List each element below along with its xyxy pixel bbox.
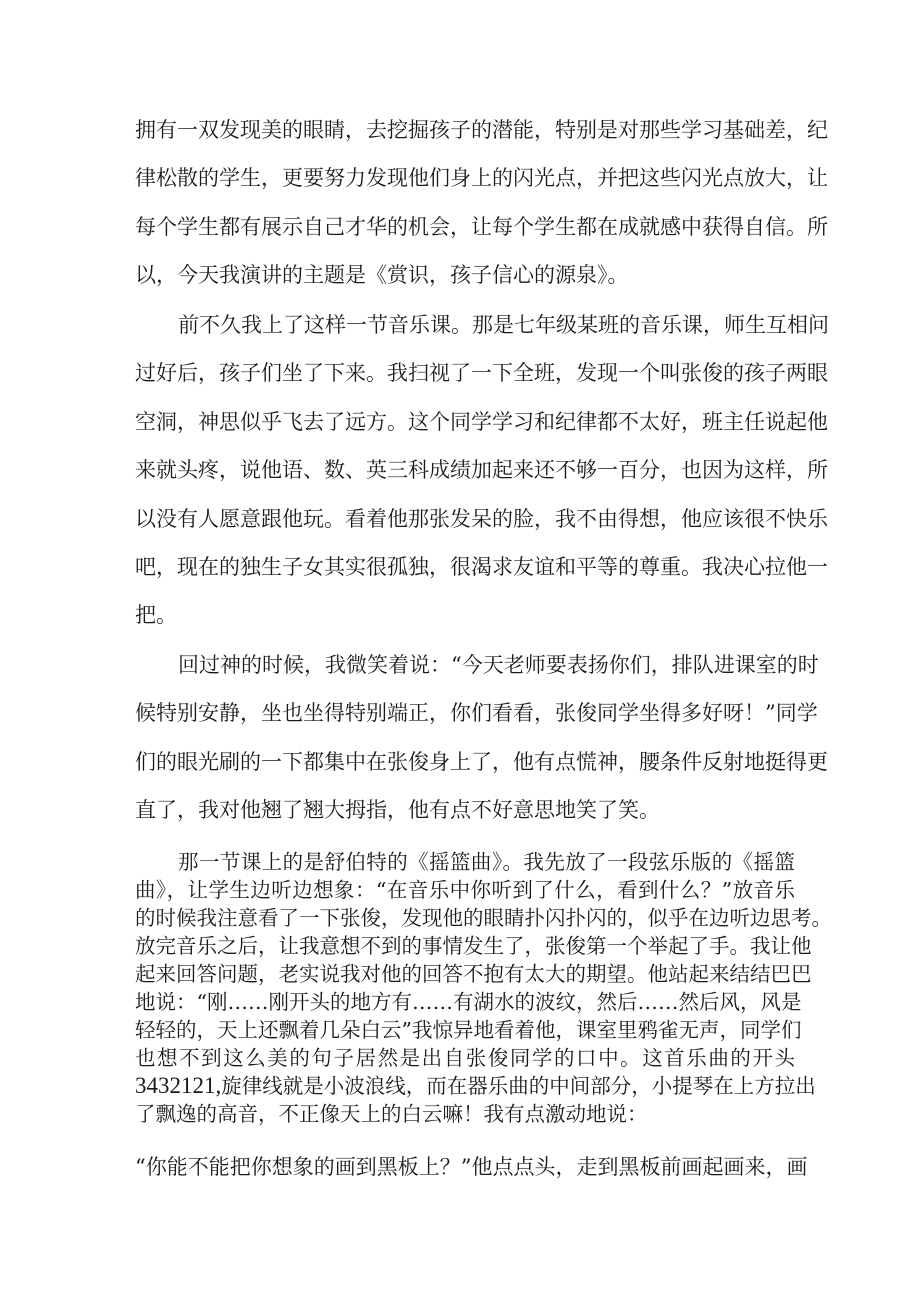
paragraph-3-line-4: 直了，我对他翘了翘大拇指，他有点不好意思地笑了笑。 <box>135 798 660 822</box>
paragraph-3-line-3: 们的眼光刷的一下都集中在张俊身上了，他有点慌神，腰条件反射地挺得更 <box>135 750 828 774</box>
paragraph-4-line-6: 地说：“刚……刚开头的地方有……有湖水的波纹，然后……然后风，风是 <box>135 990 802 1014</box>
paragraph-2-line-4: 来就头疼，说他语、数、英三科成绩加起来还不够一百分，也因为这样，所 <box>135 458 828 482</box>
paragraph-2-line-5: 以没有人愿意跟他玩。看着他那张发呆的脸，我不由得想，他应该很不快乐 <box>135 507 828 531</box>
paragraph-4-line-2: 曲》，让学生边听边想象：“在音乐中你听到了什么，看到什么？”放音乐 <box>135 878 795 902</box>
paragraph-2-line-1: 前不久我上了这样一节音乐课。那是七年级某班的音乐课，师生互相问 <box>178 313 829 337</box>
paragraph-4-line-4: 放完音乐之后，让我意想不到的事情发生了，张俊第一个举起了手。我让他 <box>135 934 812 958</box>
paragraph-5-line-1: “你能不能把你想象的画到黑板上？”他点点头，走到黑板前画起画来，画 <box>135 1155 808 1179</box>
paragraph-4-line-9 <box>135 1073 816 1099</box>
paragraph-4-line-9-text: 旋律线就是小波浪线，而在器乐曲的中间部分，小提琴在上方拉出 <box>221 1074 816 1098</box>
paragraph-3-line-1: 回过神的时候，我微笑着说：“今天老师要表扬你们，排队进课室的时 <box>178 653 819 677</box>
paragraph-4-line-1: 那一节课上的是舒伯特的《摇篮曲》。我先放了一段弦乐版的《摇篮 <box>178 850 795 874</box>
paragraph-4-line-5: 起来回答问题，老实说我对他的回答不抱有太大的期望。他站起来结结巴巴 <box>135 962 812 986</box>
paragraph-4-line-3: 的时候我注意看了一下张俊，发现他的眼睛扑闪扑闪的，似乎在边听边思考。 <box>135 906 832 930</box>
paragraph-4-line-10: 了飘逸的高音，不正像天上的白云嘛！我有点激动地说： <box>135 1102 648 1126</box>
paragraph-2-line-6: 吧，现在的独生子女其实很孤独，很渴求友谊和平等的尊重。我决心拉他一 <box>135 555 828 579</box>
paragraph-4-line-7: 轻轻的，天上还飘着几朵白云”我惊异地看着他，课室里鸦雀无声，同学们 <box>135 1018 802 1042</box>
paragraph-1-line-3: 每个学生都有展示自己才华的机会，让每个学生都在成就感中获得自信。所 <box>135 215 828 239</box>
paragraph-2-line-7: 把。 <box>135 603 177 627</box>
paragraph-3-line-2: 候特别安静，坐也坐得特别端正，你们看看，张俊同学坐得多好呀！”同学 <box>135 701 818 725</box>
paragraph-2-line-3: 空洞，神思似乎飞去了远方。这个同学学习和纪律都不太好，班主任说起他 <box>135 410 828 434</box>
paragraph-4-line-8: 也想不到这么美的句子居然是出自张俊同学的口中。这首乐曲的开头 <box>135 1046 795 1070</box>
melody-number: 3432121, <box>135 1073 222 1098</box>
paragraph-1-line-4: 以，今天我演讲的主题是《赏识，孩子信心的源泉》。 <box>135 263 629 287</box>
paragraph-2-line-2: 过好后，孩子们坐了下来。我扫视了一下全班，发现一个叫张俊的孩子两眼 <box>135 361 828 385</box>
paragraph-1-line-2: 律松散的学生，更要努力发现他们身上的闪光点，并把这些闪光点放大，让 <box>135 166 828 190</box>
paragraph-1-line-1: 拥有一双发现美的眼睛，去挖掘孩子的潜能，特别是对那些学习基础差，纪 <box>135 118 828 142</box>
